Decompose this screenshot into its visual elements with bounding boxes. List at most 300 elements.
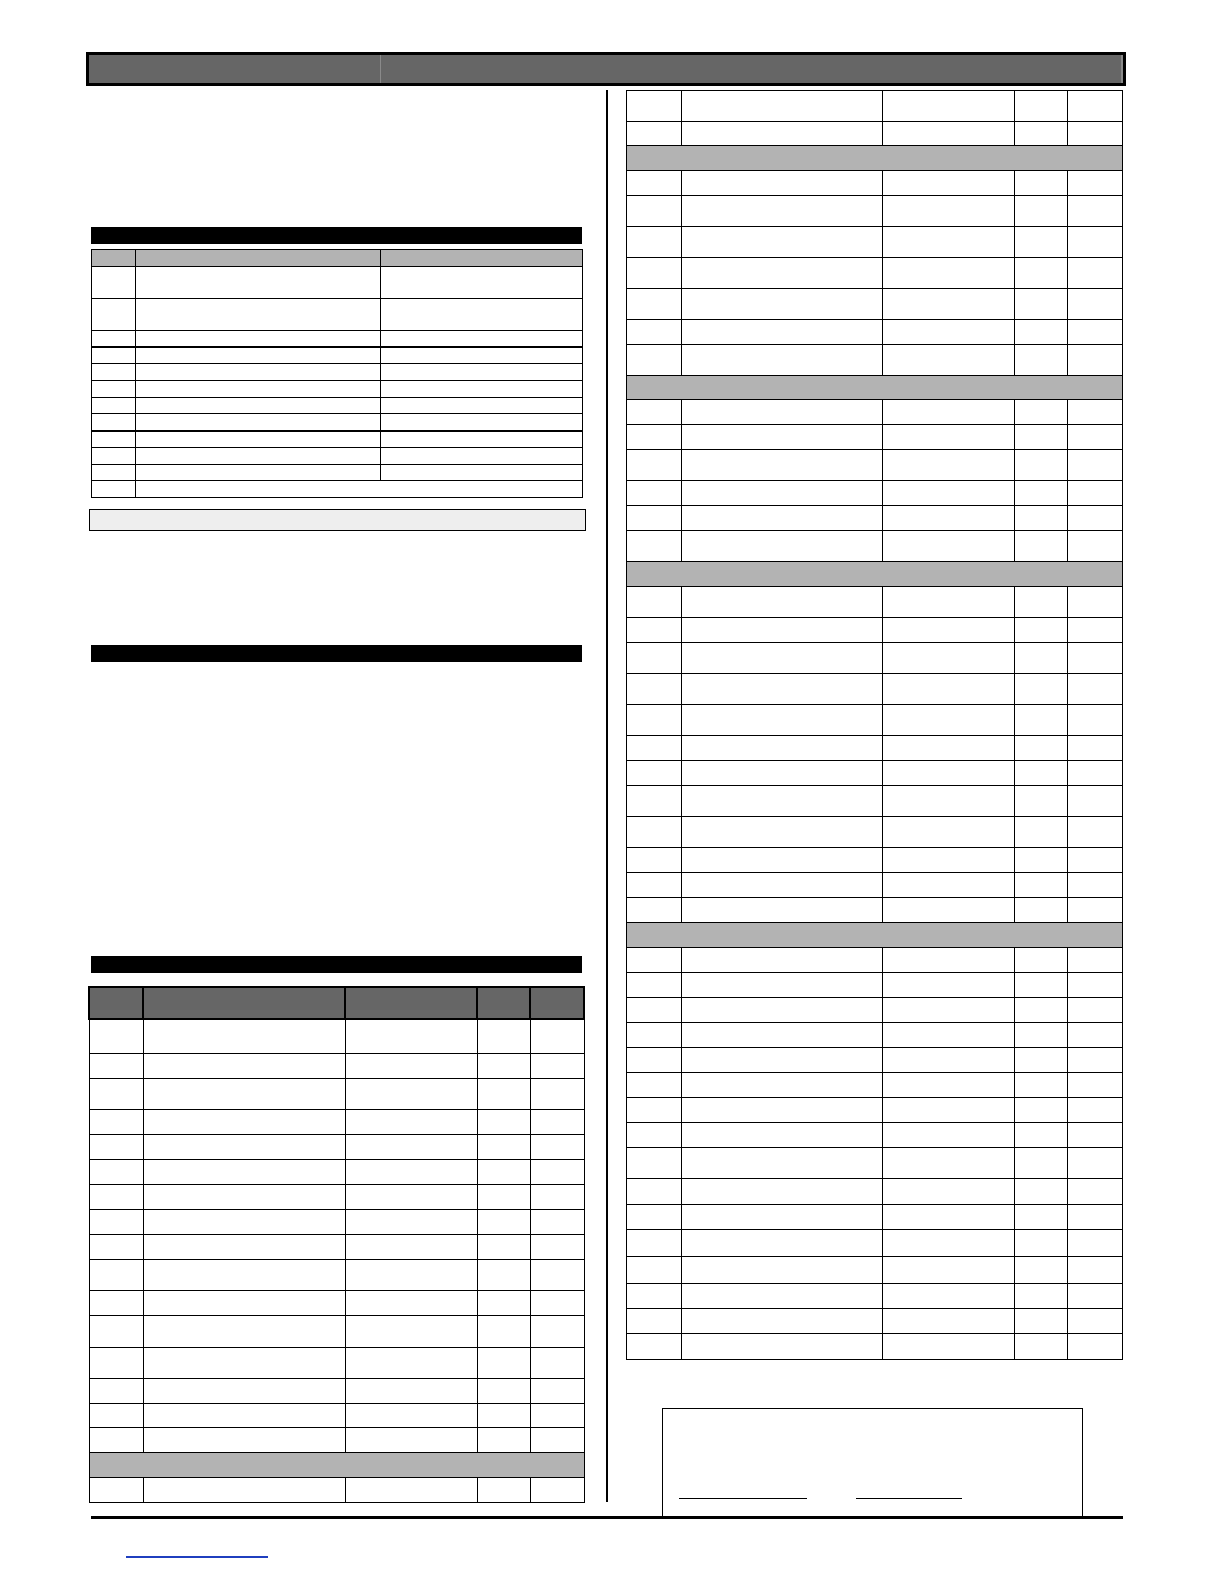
table-cell — [477, 1109, 530, 1134]
table-cell — [345, 1109, 477, 1134]
table-cell — [883, 948, 1015, 973]
footer-rule — [91, 1516, 1123, 1519]
table-cell — [627, 1179, 682, 1205]
table-row — [92, 331, 583, 348]
table-cell — [89, 1019, 143, 1053]
table-cell — [1068, 531, 1123, 562]
table-cell — [627, 587, 682, 618]
table-row — [89, 1209, 584, 1234]
table-cell — [1015, 873, 1068, 898]
table2-header-cell — [477, 987, 530, 1019]
table-cell — [627, 400, 682, 425]
table-cell — [345, 1209, 477, 1234]
table-cell — [1015, 227, 1068, 258]
table-1-header-cell — [92, 250, 136, 267]
group-cell — [627, 562, 1123, 587]
table-cell — [1015, 736, 1068, 761]
table-cell — [381, 381, 583, 398]
table-cell — [627, 1048, 682, 1073]
table-cell — [136, 464, 381, 481]
table-cell — [682, 1334, 883, 1360]
table-cell — [89, 1078, 143, 1109]
table-cell — [682, 948, 883, 973]
table-cell — [627, 122, 682, 146]
table-cell — [136, 397, 381, 414]
table-cell — [1015, 998, 1068, 1023]
table-cell — [627, 705, 682, 736]
table-row — [627, 289, 1123, 320]
table-cell — [1068, 973, 1123, 998]
table-cell — [627, 171, 682, 196]
table-cell — [1068, 1098, 1123, 1123]
table-cell — [92, 347, 136, 364]
table-cell — [89, 1159, 143, 1184]
table-row — [89, 1053, 584, 1078]
table-cell — [883, 587, 1015, 618]
table-cell — [345, 1477, 477, 1502]
table-row — [89, 1427, 584, 1452]
note-strip — [89, 509, 586, 531]
table-cell — [883, 643, 1015, 674]
table-row — [627, 1123, 1123, 1148]
table-row — [92, 431, 583, 448]
table-cell — [1068, 705, 1123, 736]
table-cell — [883, 425, 1015, 450]
table-1 — [91, 249, 583, 498]
table-cell — [682, 531, 883, 562]
table-row — [89, 1078, 584, 1109]
table-cell — [345, 1347, 477, 1378]
table-cell — [627, 1309, 682, 1334]
table-cell — [682, 506, 883, 531]
table-cell — [1015, 400, 1068, 425]
table-cell — [1068, 258, 1123, 289]
table-cell — [477, 1259, 530, 1290]
table-cell — [1015, 1309, 1068, 1334]
table-cell — [530, 1234, 584, 1259]
table-cell — [627, 948, 682, 973]
table-cell — [1015, 1284, 1068, 1309]
table-cell — [627, 1257, 682, 1284]
table-cell — [89, 1347, 143, 1378]
table-cell — [682, 1309, 883, 1334]
table-cell — [627, 998, 682, 1023]
table-cell — [89, 1477, 143, 1502]
table-cell — [92, 414, 136, 431]
table-cell — [682, 91, 883, 122]
table-cell — [1068, 674, 1123, 705]
table-cell — [477, 1347, 530, 1378]
table-row — [627, 817, 1123, 848]
table-cell — [143, 1315, 345, 1347]
table-cell — [883, 973, 1015, 998]
table-cell — [627, 817, 682, 848]
table-cell — [143, 1378, 345, 1403]
table-row — [627, 171, 1123, 196]
table-cell — [136, 299, 381, 331]
table-cell — [682, 736, 883, 761]
table-cell — [1015, 705, 1068, 736]
date-line[interactable] — [856, 1498, 962, 1499]
table-cell — [883, 761, 1015, 786]
table-cell — [477, 1315, 530, 1347]
table-cell — [143, 1259, 345, 1290]
table-cell — [381, 447, 583, 464]
table-cell — [1015, 91, 1068, 122]
table-row — [627, 1205, 1123, 1230]
table-row — [89, 1378, 584, 1403]
table-cell — [1068, 587, 1123, 618]
table-cell — [477, 1477, 530, 1502]
table-cell — [883, 289, 1015, 320]
table-cell — [627, 674, 682, 705]
table-cell — [627, 450, 682, 481]
table-cell — [1068, 873, 1123, 898]
table-cell — [883, 91, 1015, 122]
table-row — [627, 736, 1123, 761]
table-cell — [1068, 1284, 1123, 1309]
table-cell — [136, 331, 381, 348]
group-row — [627, 376, 1123, 400]
table-cell — [682, 289, 883, 320]
table-cell — [1068, 122, 1123, 146]
table-cell — [883, 1284, 1015, 1309]
table-cell — [1015, 1230, 1068, 1257]
table-cell — [1068, 643, 1123, 674]
banner-left-cell — [89, 55, 381, 83]
signature-line[interactable] — [679, 1498, 807, 1499]
table-row — [627, 1257, 1123, 1284]
table-cell — [1068, 1257, 1123, 1284]
table-row — [627, 345, 1123, 376]
table-cell — [682, 345, 883, 376]
table-1-header-cell — [136, 250, 381, 267]
table-cell — [627, 1284, 682, 1309]
table-cell — [1015, 1148, 1068, 1179]
table-row — [627, 481, 1123, 506]
table-cell — [1068, 506, 1123, 531]
table-cell — [883, 705, 1015, 736]
table-cell — [883, 196, 1015, 227]
table-row — [92, 414, 583, 431]
footer-link[interactable] — [126, 1556, 268, 1558]
table-cell — [682, 1123, 883, 1148]
table-cell — [883, 618, 1015, 643]
table-row — [627, 705, 1123, 736]
table-cell — [1068, 289, 1123, 320]
table-cell — [682, 1148, 883, 1179]
table-cell — [883, 898, 1015, 923]
table-cell — [1068, 898, 1123, 923]
table-row — [92, 397, 583, 414]
table-cell — [345, 1234, 477, 1259]
table-cell — [92, 481, 136, 498]
table-cell — [883, 345, 1015, 376]
table-cell — [143, 1109, 345, 1134]
table-cell — [883, 1309, 1015, 1334]
table-cell — [883, 531, 1015, 562]
table-cell — [682, 1179, 883, 1205]
table-row — [627, 998, 1123, 1023]
table-cell — [1068, 196, 1123, 227]
table-cell — [381, 397, 583, 414]
table-cell — [345, 1290, 477, 1315]
table-row — [89, 1315, 584, 1347]
table-cell — [1068, 1123, 1123, 1148]
table-cell — [883, 1073, 1015, 1098]
table-cell — [345, 1078, 477, 1109]
table-cell — [883, 1048, 1015, 1073]
table-row — [627, 122, 1123, 146]
table-cell — [1068, 1179, 1123, 1205]
table-row — [627, 320, 1123, 345]
table-cell — [345, 1403, 477, 1427]
table-cell — [1068, 400, 1123, 425]
table-row — [89, 1290, 584, 1315]
table-cell — [143, 1159, 345, 1184]
table-cell — [477, 1184, 530, 1209]
table-row — [627, 1179, 1123, 1205]
table-cell — [92, 364, 136, 381]
table-cell — [883, 227, 1015, 258]
table-cell — [883, 1334, 1015, 1360]
table-row — [92, 267, 583, 299]
table-row — [627, 873, 1123, 898]
table-cell — [627, 506, 682, 531]
table-cell — [89, 1209, 143, 1234]
table-cell — [136, 364, 381, 381]
table-cell — [1068, 1205, 1123, 1230]
table-row — [89, 1184, 584, 1209]
table-row — [89, 1159, 584, 1184]
table-cell — [381, 267, 583, 299]
table-cell — [883, 786, 1015, 817]
table-cell — [143, 1347, 345, 1378]
table-cell — [682, 400, 883, 425]
table-cell — [1068, 1073, 1123, 1098]
table-cell — [477, 1427, 530, 1452]
table-row — [89, 1234, 584, 1259]
table-cell — [143, 1134, 345, 1159]
table-row — [627, 848, 1123, 873]
table-cell — [530, 1403, 584, 1427]
table-row — [89, 1019, 584, 1053]
table-cell — [530, 1134, 584, 1159]
table-cell — [1015, 786, 1068, 817]
table-row — [627, 1334, 1123, 1360]
table-cell — [682, 481, 883, 506]
table-cell — [1015, 587, 1068, 618]
table-cell — [530, 1019, 584, 1053]
table-cell — [136, 267, 381, 299]
table-cell — [682, 196, 883, 227]
table-cell — [1015, 345, 1068, 376]
table-cell — [682, 425, 883, 450]
column-divider — [606, 90, 608, 1502]
table-cell — [1068, 736, 1123, 761]
table-row — [92, 347, 583, 364]
header-banner — [86, 52, 1126, 86]
table-cell — [682, 1257, 883, 1284]
table-cell — [883, 1023, 1015, 1048]
table-row — [627, 1309, 1123, 1334]
table-cell — [627, 1023, 682, 1048]
group-row — [627, 562, 1123, 587]
table-cell — [1015, 1179, 1068, 1205]
table-cell — [92, 299, 136, 331]
table-cell — [682, 587, 883, 618]
table-cell — [682, 1230, 883, 1257]
table-cell — [530, 1315, 584, 1347]
table-cell — [345, 1053, 477, 1078]
table-cell — [89, 1378, 143, 1403]
table-cell — [1015, 531, 1068, 562]
table-cell — [1015, 450, 1068, 481]
table2-header-cell — [345, 987, 477, 1019]
table-cell — [1015, 258, 1068, 289]
table-cell — [136, 481, 583, 498]
table2-header-row — [89, 987, 584, 1019]
table-cell — [883, 481, 1015, 506]
table-cell — [883, 506, 1015, 531]
table-cell — [883, 1230, 1015, 1257]
table-cell — [530, 1209, 584, 1234]
table-cell — [1068, 1048, 1123, 1073]
group-cell — [627, 923, 1123, 948]
table-cell — [883, 1148, 1015, 1179]
table-cell — [1015, 761, 1068, 786]
table-cell — [477, 1209, 530, 1234]
table-cell — [381, 464, 583, 481]
table-cell — [1015, 481, 1068, 506]
table-cell — [682, 1205, 883, 1230]
table-cell — [477, 1234, 530, 1259]
table-cell — [1015, 898, 1068, 923]
table-cell — [1015, 848, 1068, 873]
table-row — [627, 973, 1123, 998]
table-cell — [627, 289, 682, 320]
table-cell — [682, 705, 883, 736]
table-cell — [682, 618, 883, 643]
table-cell — [883, 674, 1015, 705]
table-cell — [627, 618, 682, 643]
table-row — [89, 1109, 584, 1134]
table-cell — [381, 431, 583, 448]
table-cell — [143, 1403, 345, 1427]
table-row — [627, 1098, 1123, 1123]
table-row — [92, 464, 583, 481]
table-cell — [627, 320, 682, 345]
table-row — [627, 506, 1123, 531]
table-row — [627, 1073, 1123, 1098]
table-cell — [89, 1403, 143, 1427]
table-cell — [1068, 425, 1123, 450]
table-row — [627, 196, 1123, 227]
table-cell — [477, 1078, 530, 1109]
table-cell — [92, 397, 136, 414]
table-cell — [1068, 786, 1123, 817]
table-cell — [682, 171, 883, 196]
table-cell — [883, 1257, 1015, 1284]
table-row — [627, 618, 1123, 643]
table-cell — [682, 1284, 883, 1309]
table-cell — [89, 1184, 143, 1209]
table-cell — [136, 381, 381, 398]
table-cell — [883, 400, 1015, 425]
table-3 — [626, 90, 1123, 1360]
table-cell — [136, 447, 381, 464]
table-cell — [682, 320, 883, 345]
table-cell — [345, 1184, 477, 1209]
table-cell — [1015, 948, 1068, 973]
table-cell — [530, 1259, 584, 1290]
table-cell — [530, 1290, 584, 1315]
table-1-header-row — [92, 250, 583, 267]
table-row — [92, 481, 583, 498]
table-cell — [883, 873, 1015, 898]
table-cell — [627, 345, 682, 376]
table-row — [92, 381, 583, 398]
section-bar-1 — [91, 227, 582, 244]
table-row — [92, 447, 583, 464]
table-cell — [627, 1098, 682, 1123]
table-cell — [1015, 122, 1068, 146]
table-cell — [627, 1148, 682, 1179]
table-cell — [345, 1427, 477, 1452]
table-cell — [143, 1234, 345, 1259]
table-cell — [477, 1378, 530, 1403]
table-cell — [1015, 1123, 1068, 1148]
table-cell — [627, 196, 682, 227]
table-cell — [682, 786, 883, 817]
table-cell — [883, 258, 1015, 289]
table-cell — [627, 91, 682, 122]
section-bar-3 — [91, 956, 582, 973]
table-cell — [627, 848, 682, 873]
table-cell — [345, 1378, 477, 1403]
table-row — [627, 531, 1123, 562]
table-cell — [530, 1159, 584, 1184]
table-row — [627, 425, 1123, 450]
group-row — [89, 1452, 584, 1477]
table-cell — [627, 973, 682, 998]
table-cell — [381, 364, 583, 381]
table2-header-cell — [530, 987, 584, 1019]
table-row — [627, 1230, 1123, 1257]
table-row — [92, 364, 583, 381]
table-cell — [627, 227, 682, 258]
table-cell — [682, 1073, 883, 1098]
table-cell — [883, 1179, 1015, 1205]
table-cell — [477, 1403, 530, 1427]
table-row — [627, 948, 1123, 973]
group-row — [627, 146, 1123, 171]
table-cell — [1015, 171, 1068, 196]
table-cell — [1015, 674, 1068, 705]
table-cell — [92, 381, 136, 398]
table-cell — [530, 1378, 584, 1403]
table-row — [627, 1023, 1123, 1048]
table-cell — [1068, 91, 1123, 122]
table-cell — [1068, 998, 1123, 1023]
table2-header-cell — [143, 987, 345, 1019]
table-cell — [477, 1053, 530, 1078]
table-cell — [89, 1427, 143, 1452]
group-cell — [89, 1452, 584, 1477]
table-cell — [682, 1098, 883, 1123]
table-cell — [345, 1159, 477, 1184]
table-cell — [1068, 817, 1123, 848]
